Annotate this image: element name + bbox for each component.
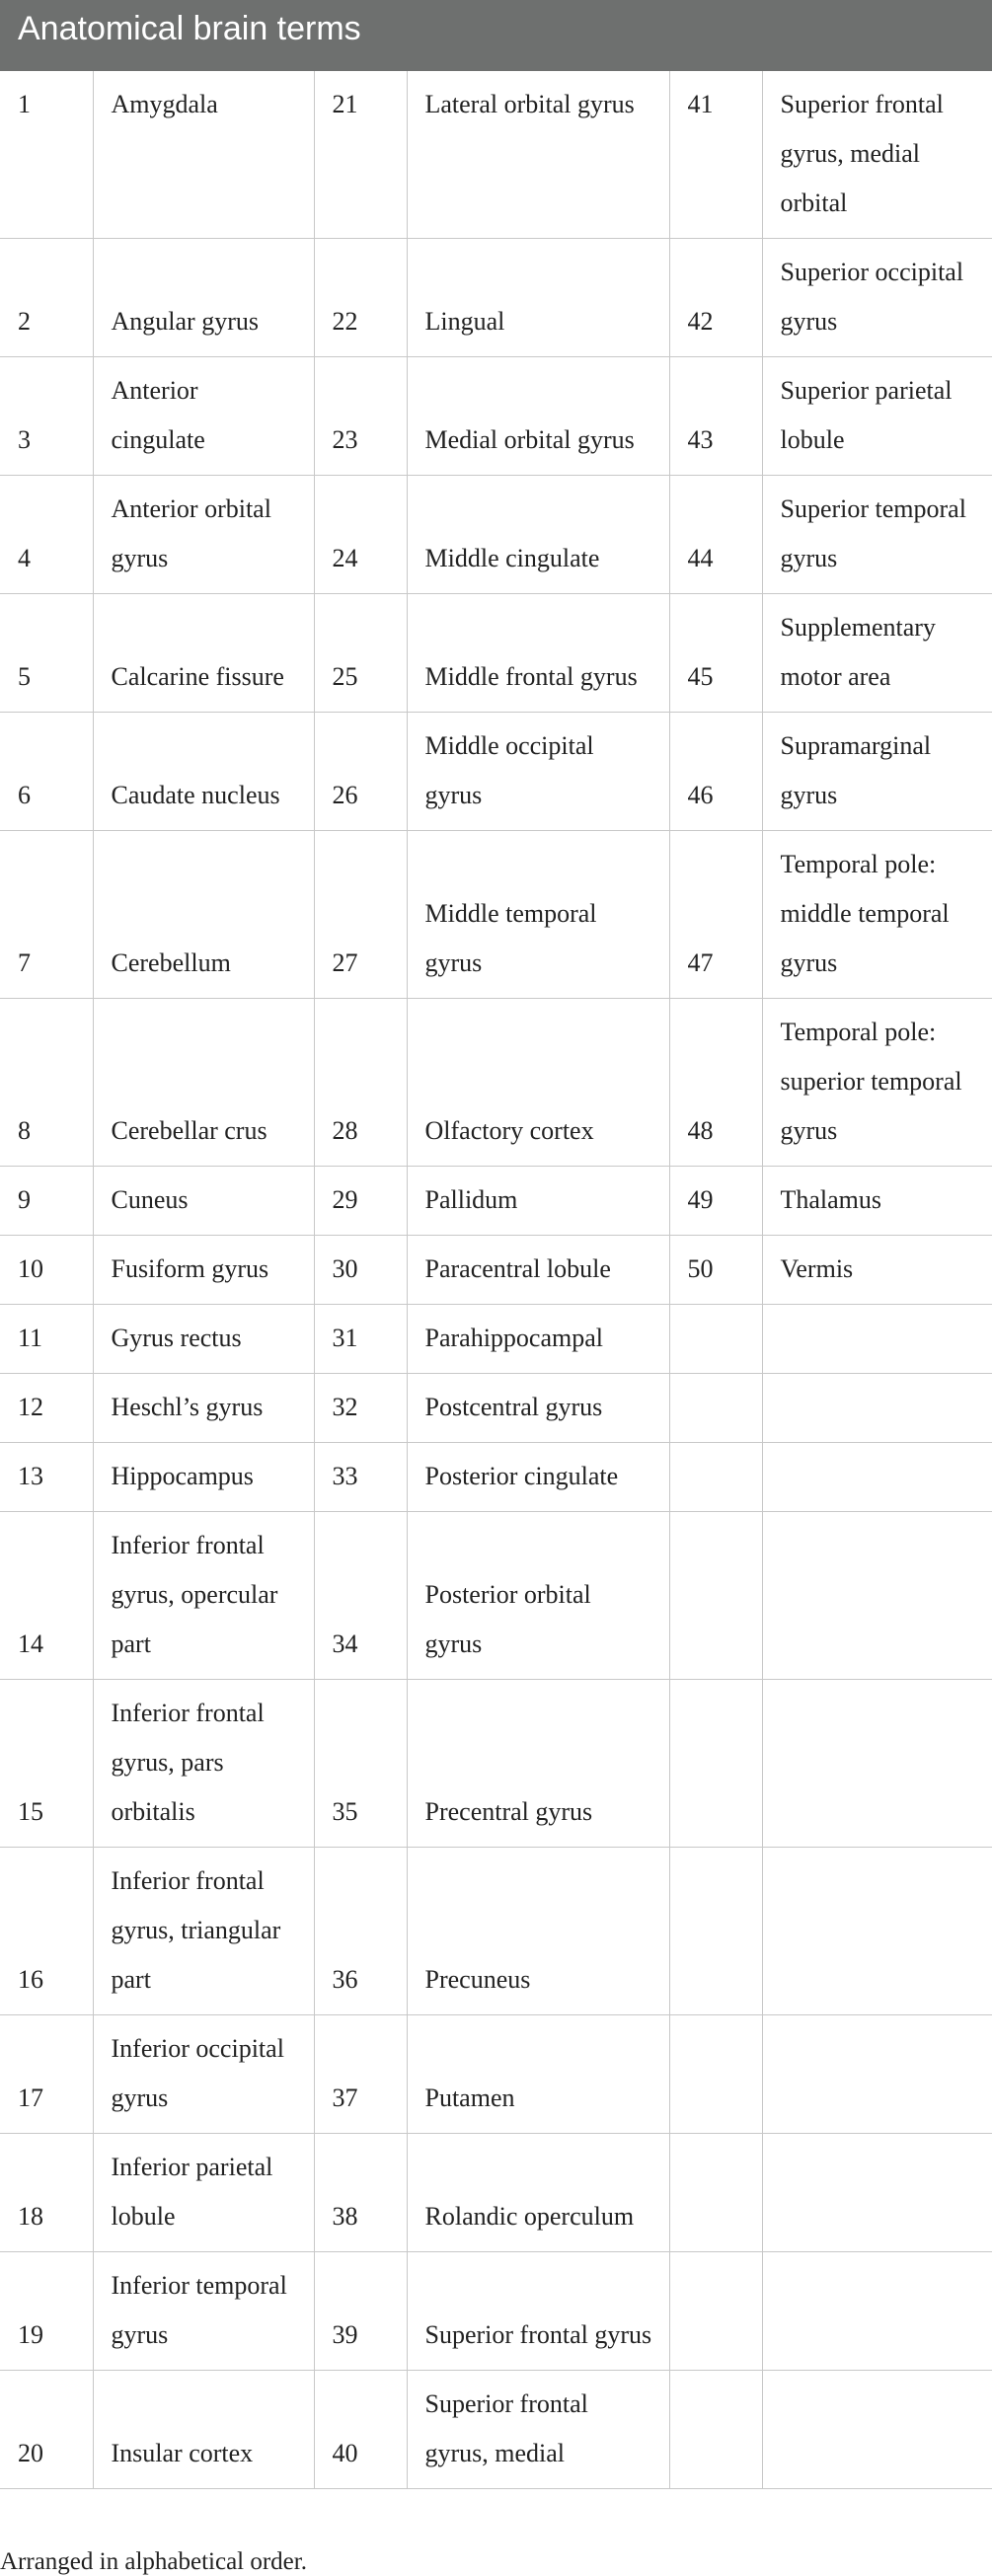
table-row bbox=[0, 1167, 992, 1236]
term-number: 44 bbox=[669, 476, 762, 594]
term-name: Cerebellum bbox=[93, 831, 314, 999]
term-name: Thalamus bbox=[762, 1167, 992, 1236]
table-row bbox=[0, 1305, 992, 1374]
table-row bbox=[0, 2134, 992, 2252]
table-row bbox=[0, 239, 992, 357]
term-name: Middle occipital gyrus bbox=[407, 713, 669, 831]
term-number: 41 bbox=[669, 71, 762, 239]
term-name bbox=[762, 1512, 992, 1680]
term-number: 9 bbox=[0, 1167, 93, 1236]
term-name: Superior occipital gyrus bbox=[762, 239, 992, 357]
term-number bbox=[669, 1443, 762, 1512]
term-number: 17 bbox=[0, 2015, 93, 2134]
table-row bbox=[0, 1680, 992, 1848]
term-number bbox=[669, 2371, 762, 2489]
term-number: 50 bbox=[669, 1236, 762, 1305]
term-name: Temporal pole: superior temporal gyrus bbox=[762, 999, 992, 1167]
term-number: 42 bbox=[669, 239, 762, 357]
term-name: Rolandic operculum bbox=[407, 2134, 669, 2252]
term-name: Middle temporal gyrus bbox=[407, 831, 669, 999]
table-row bbox=[0, 476, 992, 594]
term-number bbox=[669, 2134, 762, 2252]
term-number bbox=[669, 1512, 762, 1680]
term-name: Hippocampus bbox=[93, 1443, 314, 1512]
term-number: 43 bbox=[669, 357, 762, 476]
term-number bbox=[669, 1680, 762, 1848]
table-row bbox=[0, 999, 992, 1167]
term-name: Amygdala bbox=[93, 71, 314, 239]
term-name: Superior frontal gyrus bbox=[407, 2252, 669, 2371]
term-number: 37 bbox=[314, 2015, 407, 2134]
term-name: Supplementary motor area bbox=[762, 594, 992, 713]
term-name: Pallidum bbox=[407, 1167, 669, 1236]
term-name: Insular cortex bbox=[93, 2371, 314, 2489]
term-name: Cuneus bbox=[93, 1167, 314, 1236]
term-name: Vermis bbox=[762, 1236, 992, 1305]
term-number: 46 bbox=[669, 713, 762, 831]
term-name: Superior parietal lobule bbox=[762, 357, 992, 476]
term-name bbox=[762, 1443, 992, 1512]
table-row bbox=[0, 2252, 992, 2371]
term-number: 5 bbox=[0, 594, 93, 713]
term-name bbox=[762, 1680, 992, 1848]
table-footnote: Arranged in alphabetical order. bbox=[0, 2548, 307, 2575]
table-row bbox=[0, 2015, 992, 2134]
term-number: 11 bbox=[0, 1305, 93, 1374]
term-number: 7 bbox=[0, 831, 93, 999]
table-body bbox=[0, 71, 992, 2489]
term-name: Heschl’s gyrus bbox=[93, 1374, 314, 1443]
term-name: Parahippocampal bbox=[407, 1305, 669, 1374]
table-row bbox=[0, 1374, 992, 1443]
term-name: Posterior cingulate bbox=[407, 1443, 669, 1512]
term-name: Fusiform gyrus bbox=[93, 1236, 314, 1305]
term-name: Superior frontal gyrus, medial bbox=[407, 2371, 669, 2489]
term-name bbox=[762, 2252, 992, 2371]
term-name: Superior temporal gyrus bbox=[762, 476, 992, 594]
term-number: 16 bbox=[0, 1848, 93, 2015]
term-number: 3 bbox=[0, 357, 93, 476]
term-number: 15 bbox=[0, 1680, 93, 1848]
term-number bbox=[669, 1848, 762, 2015]
term-number: 22 bbox=[314, 239, 407, 357]
table-row bbox=[0, 1848, 992, 2015]
term-name: Caudate nucleus bbox=[93, 713, 314, 831]
term-number: 21 bbox=[314, 71, 407, 239]
term-number: 27 bbox=[314, 831, 407, 999]
table-row bbox=[0, 1443, 992, 1512]
term-number: 8 bbox=[0, 999, 93, 1167]
term-name: Angular gyrus bbox=[93, 239, 314, 357]
term-number bbox=[669, 2252, 762, 2371]
term-name: Superior frontal gyrus, medial orbital bbox=[762, 71, 992, 239]
term-number: 47 bbox=[669, 831, 762, 999]
term-number: 45 bbox=[669, 594, 762, 713]
term-name: Inferior occipital gyrus bbox=[93, 2015, 314, 2134]
table-row bbox=[0, 594, 992, 713]
term-name: Lateral orbital gyrus bbox=[407, 71, 669, 239]
term-name: Inferior frontal gyrus, triangular part bbox=[93, 1848, 314, 2015]
term-number: 4 bbox=[0, 476, 93, 594]
term-name: Putamen bbox=[407, 2015, 669, 2134]
table-row bbox=[0, 2371, 992, 2489]
term-number: 20 bbox=[0, 2371, 93, 2489]
term-name bbox=[762, 2134, 992, 2252]
term-name: Lingual bbox=[407, 239, 669, 357]
term-number: 38 bbox=[314, 2134, 407, 2252]
term-number: 24 bbox=[314, 476, 407, 594]
table-row bbox=[0, 1512, 992, 1680]
term-name: Paracentral lobule bbox=[407, 1236, 669, 1305]
term-name: Inferior frontal gyrus, pars orbitalis bbox=[93, 1680, 314, 1848]
term-number: 48 bbox=[669, 999, 762, 1167]
term-name bbox=[762, 1374, 992, 1443]
term-name: Postcentral gyrus bbox=[407, 1374, 669, 1443]
term-name: Anterior orbital gyrus bbox=[93, 476, 314, 594]
term-name: Gyrus rectus bbox=[93, 1305, 314, 1374]
term-number bbox=[669, 1305, 762, 1374]
term-number bbox=[669, 1374, 762, 1443]
term-number: 13 bbox=[0, 1443, 93, 1512]
term-name: Inferior frontal gyrus, opercular part bbox=[93, 1512, 314, 1680]
term-number: 39 bbox=[314, 2252, 407, 2371]
table-row bbox=[0, 713, 992, 831]
term-number: 31 bbox=[314, 1305, 407, 1374]
term-name: Cerebellar crus bbox=[93, 999, 314, 1167]
term-number: 12 bbox=[0, 1374, 93, 1443]
term-number: 33 bbox=[314, 1443, 407, 1512]
term-number: 2 bbox=[0, 239, 93, 357]
term-number: 30 bbox=[314, 1236, 407, 1305]
term-name: Precuneus bbox=[407, 1848, 669, 2015]
term-number: 28 bbox=[314, 999, 407, 1167]
term-number: 6 bbox=[0, 713, 93, 831]
table-row bbox=[0, 357, 992, 476]
term-number: 19 bbox=[0, 2252, 93, 2371]
term-number: 40 bbox=[314, 2371, 407, 2489]
term-number: 18 bbox=[0, 2134, 93, 2252]
term-number: 29 bbox=[314, 1167, 407, 1236]
term-number: 10 bbox=[0, 1236, 93, 1305]
table-row bbox=[0, 1236, 992, 1305]
term-name: Middle cingulate bbox=[407, 476, 669, 594]
term-name: Inferior parietal lobule bbox=[93, 2134, 314, 2252]
term-name: Supramarginal gyrus bbox=[762, 713, 992, 831]
term-number bbox=[669, 2015, 762, 2134]
term-number: 25 bbox=[314, 594, 407, 713]
term-name: Precentral gyrus bbox=[407, 1680, 669, 1848]
table-row bbox=[0, 71, 992, 239]
term-number: 14 bbox=[0, 1512, 93, 1680]
term-name: Medial orbital gyrus bbox=[407, 357, 669, 476]
term-name: Anterior cingulate bbox=[93, 357, 314, 476]
term-number: 34 bbox=[314, 1512, 407, 1680]
term-name bbox=[762, 1305, 992, 1374]
term-name: Temporal pole: middle temporal gyrus bbox=[762, 831, 992, 999]
table-title: Anatomical brain terms bbox=[0, 0, 992, 71]
term-number: 23 bbox=[314, 357, 407, 476]
term-number: 26 bbox=[314, 713, 407, 831]
term-name bbox=[762, 2015, 992, 2134]
term-name: Olfactory cortex bbox=[407, 999, 669, 1167]
term-name: Middle frontal gyrus bbox=[407, 594, 669, 713]
term-name bbox=[762, 1848, 992, 2015]
term-number: 1 bbox=[0, 71, 93, 239]
term-name: Posterior orbital gyrus bbox=[407, 1512, 669, 1680]
term-number: 32 bbox=[314, 1374, 407, 1443]
brain-terms-table bbox=[0, 71, 992, 2489]
table-row bbox=[0, 831, 992, 999]
term-number: 35 bbox=[314, 1680, 407, 1848]
term-name bbox=[762, 2371, 992, 2489]
term-name: Calcarine fissure bbox=[93, 594, 314, 713]
term-number: 36 bbox=[314, 1848, 407, 2015]
term-name: Inferior temporal gyrus bbox=[93, 2252, 314, 2371]
term-number: 49 bbox=[669, 1167, 762, 1236]
